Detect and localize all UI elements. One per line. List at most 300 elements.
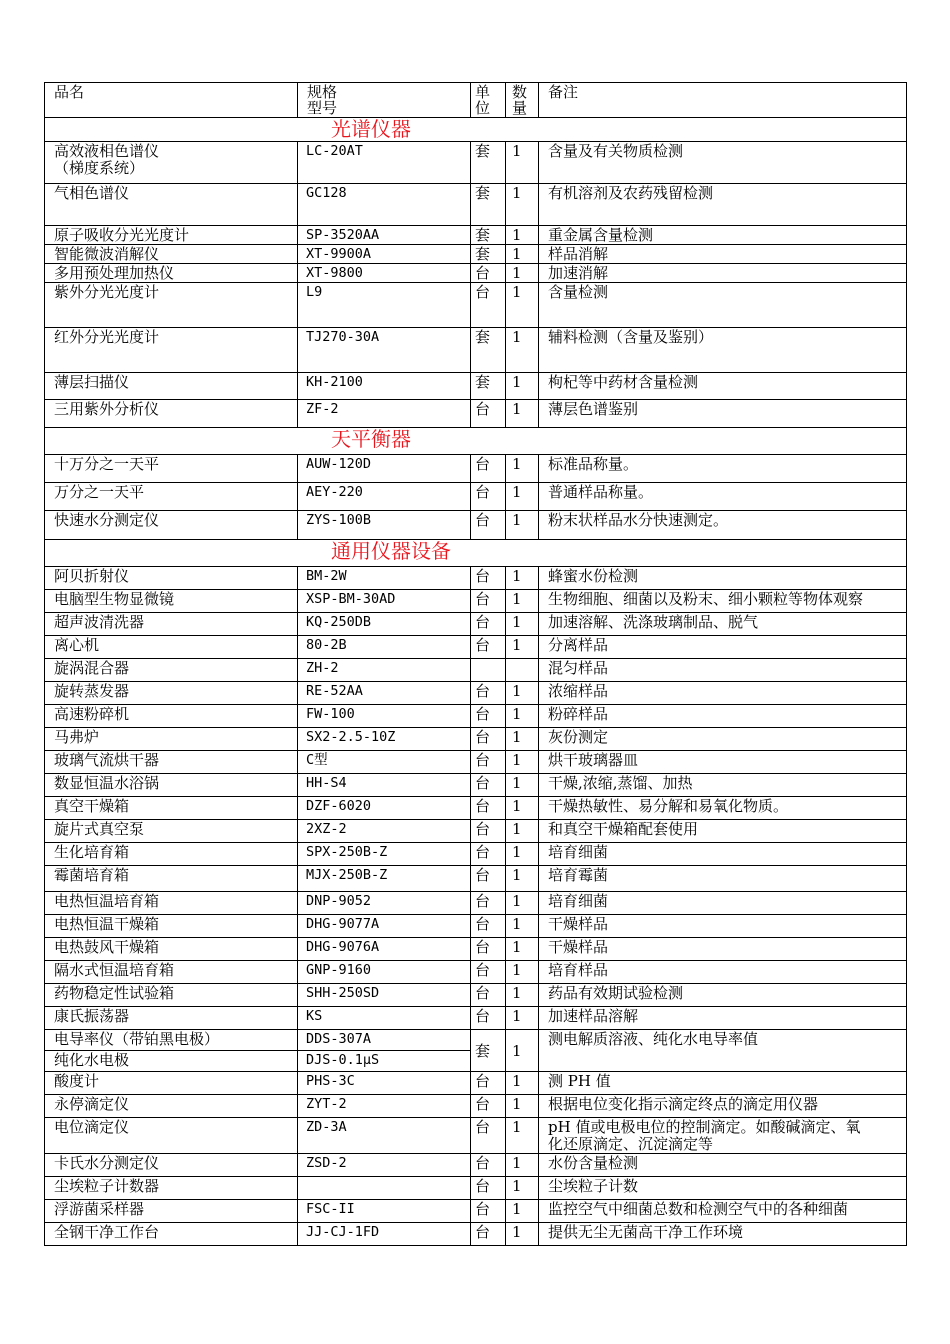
cell-spec [298,1118,471,1154]
cell-name [45,1095,298,1118]
cell-unit [471,961,506,984]
cell-note [539,511,907,540]
cell-note [539,728,907,751]
cell-name [45,1030,298,1051]
item-unit: 套 [475,184,491,202]
item-qty: 1 [512,483,522,501]
table-row [45,1095,907,1118]
item-name: 隔水式恒温培育箱 [54,961,175,979]
cell-note [539,984,907,1007]
item-note: 蜂蜜水份检测 [548,567,639,585]
cell-unit [471,1118,506,1154]
table-row [45,511,907,540]
item-note: 加速消解 [548,264,609,282]
cell-unit [471,820,506,843]
table-row [45,682,907,705]
table-row [45,1072,907,1095]
item-note: 样品消解 [548,245,609,263]
cell-note [539,774,907,797]
item-note: pH 值或电极电位的控制滴定。如酸碱滴定、氧 [548,1118,861,1136]
item-spec: JJ-CJ-1FD [306,1224,380,1240]
item-spec: LC-20AT [306,143,363,159]
item-name: 超声波清洗器 [54,613,145,631]
item-spec: RE-52AA [306,683,363,699]
cell-spec [298,892,471,915]
cell-name [45,455,298,483]
cell-name [45,184,298,226]
item-unit: 套 [475,142,491,160]
item-spec: 80-2B [306,637,347,653]
item-qty: 1 [512,1200,522,1218]
header-name [45,83,298,118]
item-qty: 1 [512,455,522,473]
cell-note [539,226,907,245]
item-note-line2: 化还原滴定、沉淀滴定等 [548,1135,714,1153]
item-spec: XSP-BM-30AD [306,591,396,607]
item-name: 电导率仪（带铂黑电极） [54,1030,220,1048]
table-row [45,728,907,751]
item-spec: TJ270-30A [306,329,380,345]
cell-qty [506,636,539,659]
item-note: 干燥样品 [548,938,609,956]
cell-qty [506,184,539,226]
cell-name [45,866,298,892]
cell-unit [471,590,506,613]
cell-spec [298,774,471,797]
table-row [45,1154,907,1177]
section-title-general: 通用仪器设备 [331,539,451,563]
cell-name [45,682,298,705]
table-row [45,1030,907,1051]
item-name: 智能微波消解仪 [54,245,160,263]
item-note: 尘埃粒子计数 [548,1177,639,1195]
item-spec: KH-2100 [306,374,363,390]
cell-qty [506,1118,539,1154]
cell-qty [506,567,539,590]
cell-unit [471,728,506,751]
item-name: 离心机 [54,636,100,654]
table-row [45,751,907,774]
item-name: 卡氏水分测定仪 [54,1154,160,1172]
item-unit: 台 [475,455,491,473]
table-row [45,984,907,1007]
cell-note [539,483,907,511]
item-spec: KS [306,1008,323,1024]
cell-name [45,400,298,428]
table-row [45,328,907,373]
cell-name [45,483,298,511]
table-row [45,1200,907,1223]
item-unit: 台 [475,984,491,1002]
cell-unit [471,1200,506,1223]
cell-note [539,328,907,373]
section-row-general [45,540,907,567]
cell-unit [471,1030,506,1072]
table-row [45,567,907,590]
cell-note [539,1030,907,1072]
item-qty: 1 [512,938,522,956]
item-spec: ZF-2 [306,401,339,417]
item-qty: 1 [512,866,522,884]
item-note: 干燥样品 [548,915,609,933]
item-note: 烘干玻璃器皿 [548,751,639,769]
item-qty: 1 [512,820,522,838]
item-spec: MJX-250B-Z [306,867,388,883]
item-name: 电脑型生物显微镜 [54,590,175,608]
cell-spec [298,843,471,866]
item-note: 重金属含量检测 [548,226,654,244]
cell-qty [506,774,539,797]
item-unit: 台 [475,636,491,654]
item-note: 监控空气中细菌总数和检测空气中的各种细菌 [548,1200,849,1218]
item-qty: 1 [512,613,522,631]
cell-unit [471,659,506,682]
cell-note [539,636,907,659]
cell-spec [298,1072,471,1095]
item-name: 尘埃粒子计数器 [54,1177,160,1195]
item-note: 药品有效期试验检测 [548,984,684,1002]
cell-name [45,774,298,797]
item-note: 干燥,浓缩,蒸馏、加热 [548,774,693,792]
cell-qty [506,245,539,264]
header-unit [471,83,506,118]
item-spec: ZYT-2 [306,1096,347,1112]
item-qty: 1 [512,1007,522,1025]
table-row [45,659,907,682]
cell-spec [298,705,471,728]
item-spec: GNP-9160 [306,962,372,978]
cell-qty [506,226,539,245]
header-note-label: 备注 [548,83,579,101]
cell-unit [471,984,506,1007]
cell-spec [298,283,471,328]
cell-spec [298,328,471,373]
item-name: 马弗炉 [54,728,100,746]
item-unit: 台 [475,264,491,282]
cell-note [539,915,907,938]
cell-qty [506,961,539,984]
item-qty: 1 [512,1118,522,1136]
cell-name [45,511,298,540]
cell-note [539,184,907,226]
item-qty: 1 [512,892,522,910]
item-qty: 1 [512,245,522,263]
cell-spec [298,659,471,682]
item-unit: 套 [475,373,491,391]
item-name: 真空干燥箱 [54,797,130,815]
item-qty: 1 [512,283,522,301]
item-unit: 台 [475,1095,491,1113]
cell-note [539,1118,907,1154]
cell-spec [298,184,471,226]
cell-qty [506,613,539,636]
item-name: 万分之一天平 [54,483,145,501]
cell-spec [298,373,471,400]
item-qty: 1 [512,915,522,933]
header-qty [506,83,539,118]
cell-qty [506,373,539,400]
item-spec: DZF-6020 [306,798,372,814]
cell-qty [506,797,539,820]
header-name-label: 品名 [54,83,85,101]
cell-unit [471,797,506,820]
cell-spec [298,245,471,264]
item-qty: 1 [512,1041,522,1060]
item-unit: 台 [475,613,491,631]
item-unit: 台 [475,283,491,301]
cell-note [539,843,907,866]
cell-spec [298,915,471,938]
cell-spec [298,590,471,613]
item-note: 培育细菌 [548,892,609,910]
table-row [45,1118,907,1154]
item-name: 旋转蒸发器 [54,682,130,700]
item-spec: L9 [306,284,323,300]
item-name: 原子吸收分光光度计 [54,226,190,244]
item-unit: 台 [475,728,491,746]
table-row [45,226,907,245]
cell-name [45,915,298,938]
item-note: 加速样品溶解 [548,1007,639,1025]
cell-qty [506,590,539,613]
item-spec: SP-3520AA [306,227,380,243]
item-name: 电位滴定仪 [54,1118,130,1136]
cell-name [45,373,298,400]
cell-name [45,705,298,728]
item-note: 培育细菌 [548,843,609,861]
cell-note [539,682,907,705]
cell-spec [298,866,471,892]
item-note: 含量检测 [548,283,609,301]
cell-unit [471,373,506,400]
cell-note [539,283,907,328]
cell-qty [506,142,539,184]
table-row [45,774,907,797]
item-name: 多用预处理加热仪 [54,264,175,282]
table-row [45,1223,907,1246]
table-row [45,1007,907,1030]
cell-name [45,1118,298,1154]
item-note: 普通样品称量。 [548,483,654,501]
cell-name [45,892,298,915]
cell-spec [298,751,471,774]
item-qty: 1 [512,728,522,746]
equipment-table-body [45,83,907,1246]
cell-name [45,728,298,751]
cell-name [45,142,298,184]
item-note: 加速溶解、洗涤玻璃制品、脱气 [548,613,759,631]
table-row [45,613,907,636]
item-qty: 1 [512,590,522,608]
cell-name [45,636,298,659]
cell-spec [298,1030,471,1051]
table-row [45,264,907,283]
cell-spec [298,483,471,511]
cell-note [539,1200,907,1223]
cell-qty [506,511,539,540]
cell-unit [471,226,506,245]
cell-note [539,1177,907,1200]
item-name: 十万分之一天平 [54,455,160,473]
cell-note [539,142,907,184]
cell-name [45,590,298,613]
cell-unit [471,245,506,264]
item-qty: 1 [512,567,522,585]
item-name: 红外分光光度计 [54,328,160,346]
header-qty-line2: 量 [512,99,528,117]
item-unit: 台 [475,705,491,723]
item-note: 测电解质溶液、纯化水电导率值 [548,1030,759,1048]
item-note: 薄层色谱鉴别 [548,400,639,418]
item-unit: 台 [475,915,491,933]
cell-note [539,400,907,428]
cell-unit [471,1007,506,1030]
item-qty: 1 [512,142,522,160]
cell-spec [298,961,471,984]
cell-unit [471,142,506,184]
item-note: 粉碎样品 [548,705,609,723]
section-title-spectro: 光谱仪器 [331,117,411,141]
item-name: 数显恒温水浴锅 [54,774,160,792]
item-name: 旋涡混合器 [54,659,130,677]
cell-name [45,843,298,866]
cell-qty [506,1030,539,1072]
item-qty: 1 [512,797,522,815]
table-row [45,915,907,938]
cell-qty [506,483,539,511]
cell-note [539,373,907,400]
item-name: 霉菌培育箱 [54,866,130,884]
cell-unit [471,892,506,915]
item-spec: PHS-3C [306,1073,355,1089]
cell-name [45,264,298,283]
cell-unit [471,1223,506,1246]
item-unit: 台 [475,820,491,838]
item-note: 培育样品 [548,961,609,979]
cell-note [539,797,907,820]
cell-qty [506,1223,539,1246]
cell-qty [506,1095,539,1118]
cell-name [45,1072,298,1095]
cell-unit [471,1177,506,1200]
item-qty: 1 [512,264,522,282]
item-spec: ZYS-100B [306,512,372,528]
cell-name [45,283,298,328]
item-note: 分离样品 [548,636,609,654]
item-name: 酸度计 [54,1072,100,1090]
cell-unit [471,866,506,892]
item-unit: 套 [475,328,491,346]
cell-name [45,961,298,984]
table-row [45,245,907,264]
table-row [45,455,907,483]
item-qty: 1 [512,1095,522,1113]
cell-note [539,1095,907,1118]
cell-qty [506,264,539,283]
item-note: 生物细胞、细菌以及粉末、细小颗粒等物体观察 [548,590,864,608]
item-spec: DDS-307A [306,1031,372,1047]
item-unit: 套 [475,226,491,244]
cell-note [539,455,907,483]
item-unit: 台 [475,1200,491,1218]
cell-note [539,1154,907,1177]
table-row [45,843,907,866]
header-row [45,83,907,118]
cell-qty [506,1154,539,1177]
table-row [45,142,907,184]
cell-qty [506,659,539,682]
table-row [45,866,907,892]
cell-qty [506,1007,539,1030]
cell-unit [471,751,506,774]
item-note: 浓缩样品 [548,682,609,700]
item-note: 含量及有关物质检测 [548,142,684,160]
item-unit: 台 [475,1072,491,1090]
item-qty: 1 [512,961,522,979]
item-note: 灰份测定 [548,728,609,746]
cell-spec [298,511,471,540]
item-unit: 台 [475,1007,491,1025]
cell-qty [506,1177,539,1200]
table-row [45,283,907,328]
cell-unit [471,1072,506,1095]
item-unit: 台 [475,843,491,861]
cell-unit [471,682,506,705]
cell-note [539,264,907,283]
cell-name [45,1177,298,1200]
table-row [45,636,907,659]
item-qty: 1 [512,1072,522,1090]
item-note: 有机溶剂及农药残留检测 [548,184,714,202]
item-note: 枸杞等中药材含量检测 [548,373,699,391]
cell-spec [298,400,471,428]
cell-qty [506,328,539,373]
cell-spec [298,1223,471,1246]
item-note: 辅料检测（含量及鉴别） [548,328,714,346]
section-cell-spectro [45,118,907,142]
item-note: 水份含量检测 [548,1154,639,1172]
cell-unit [471,915,506,938]
item-name: 三用紫外分析仪 [54,400,160,418]
table-row [45,590,907,613]
cell-spec [298,226,471,245]
cell-unit [471,400,506,428]
item-name: 浮游菌采样器 [54,1200,145,1218]
cell-name [45,984,298,1007]
table-row [45,483,907,511]
table-row [45,820,907,843]
cell-qty [506,455,539,483]
cell-name [45,1223,298,1246]
item-note: 和真空干燥箱配套使用 [548,820,699,838]
cell-spec [298,1095,471,1118]
cell-note [539,245,907,264]
cell-note [539,567,907,590]
cell-qty [506,1072,539,1095]
table-row [45,938,907,961]
item-spec: GC128 [306,185,347,201]
cell-unit [471,483,506,511]
item-spec: DHG-9077A [306,916,380,932]
cell-note [539,590,907,613]
item-qty: 1 [512,400,522,418]
item-qty: 1 [512,184,522,202]
item-name: 电热恒温培育箱 [54,892,160,910]
item-name: 生化培育箱 [54,843,130,861]
cell-spec [298,455,471,483]
cell-note [539,892,907,915]
item-note: 根据电位变化指示滴定终点的滴定用仪器 [548,1095,819,1113]
